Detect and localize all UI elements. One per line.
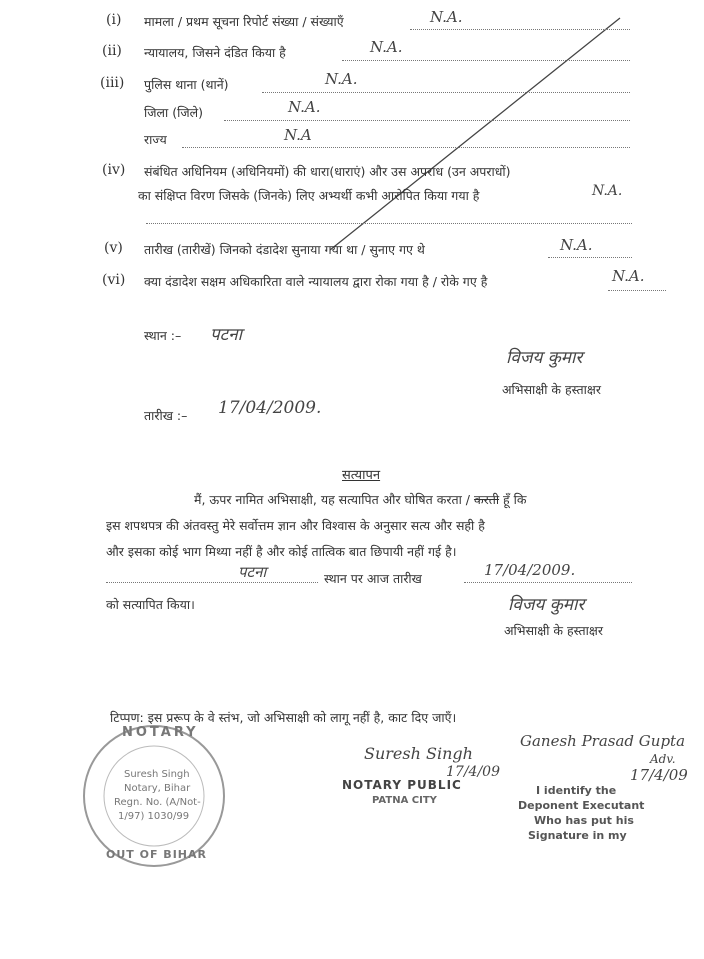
notary-title: NOTARY PUBLIC <box>342 778 462 792</box>
item-number: (v) <box>104 240 123 256</box>
item-number: (iv) <box>102 162 126 178</box>
identify-line: Who has put his <box>534 814 634 827</box>
item-label: जिला (जिले) <box>144 105 203 120</box>
item-label: तारीख (तारीखें) जिनको दंडादेश सुनाया गया था / सुनाए गए थे <box>144 242 425 257</box>
seal-top-text: NOTARY <box>122 725 199 740</box>
fill-line <box>464 582 632 583</box>
advocate-suffix: Adv. <box>650 752 676 766</box>
item-label: मामला / प्रथम सूचना रिपोर्ट संख्या / संख्याएँ <box>144 14 344 29</box>
item-value: N.A. <box>370 38 403 56</box>
item-number: (ii) <box>102 43 122 59</box>
deponent-signature: विजय कुमार <box>506 348 583 368</box>
verification-line-3: और इसका कोई भाग मिथ्या नहीं है और कोई तात्विक बात छिपायी नहीं गई है। <box>106 544 457 559</box>
verification-line-2: इस शपथपत्र की अंतवस्तु मेरे सर्वोत्तम ज्ञान और विश्वास के अनुसार सत्य और सही है <box>106 518 485 533</box>
fill-line <box>410 29 630 30</box>
item-label: न्यायालय, जिसने दंडित किया है <box>144 45 286 60</box>
verification-mid: स्थान पर आज तारीख <box>324 571 422 586</box>
advocate-signature: Ganesh Prasad Gupta <box>520 732 686 750</box>
item-value: N.A. <box>430 8 463 26</box>
fill-line <box>262 92 630 93</box>
fill-line <box>608 290 666 291</box>
item-value: N.A. <box>560 236 593 254</box>
fill-line <box>146 223 632 224</box>
item-number: (vi) <box>102 272 126 288</box>
struck-word: करती <box>473 492 500 507</box>
verification-line-1: मैं, ऊपर नामित अभिसाक्षी, यह सत्यापित और घोषित करता / करती हूँ कि <box>194 492 527 507</box>
notary-signature: Suresh Singh <box>364 744 473 763</box>
item-label: संबंधित अधिनियम (अधिनियमों) की धारा(धाराएं) और उस अपराध (उन अपराधों) <box>144 164 511 179</box>
signature-caption-2: अभिसाक्षी के हस्ताक्षर <box>504 623 603 638</box>
verification-line-5: को सत्यापित किया। <box>106 597 195 612</box>
signature-caption: अभिसाक्षी के हस्ताक्षर <box>502 382 601 397</box>
date-value: 17/04/2009. <box>218 398 322 418</box>
item-number: (iii) <box>100 75 125 91</box>
seal-line: 1/97) 1030/99 <box>118 811 190 822</box>
verification-date: 17/04/2009. <box>484 561 576 579</box>
fill-line <box>224 120 630 121</box>
item-value: N.A. <box>592 183 623 199</box>
seal-line: Regn. No. (A/Not- <box>114 797 201 808</box>
date-label: तारीख :– <box>144 408 188 423</box>
item-value: N.A. <box>288 98 321 116</box>
notary-city: PATNA CITY <box>372 795 437 806</box>
verification-title: सत्यापन <box>342 468 381 483</box>
fill-line <box>182 147 630 148</box>
note: टिप्पण: इस प्ररूप के वे स्तंभ, जो अभिसाक्षी को लागू नहीं है, काट दिए जाएँ। <box>110 710 457 725</box>
seal-line: Notary, Bihar <box>124 783 191 794</box>
place-value: पटना <box>210 325 243 345</box>
identify-line: I identify the <box>536 784 617 797</box>
place-label: स्थान :– <box>144 328 182 343</box>
identify-line: Signature in my <box>528 829 627 842</box>
seal-bottom-text: OUT OF BIHAR <box>106 848 207 861</box>
fill-line <box>548 257 632 258</box>
fill-line <box>106 582 318 583</box>
item-label: क्या दंडादेश सक्षम अधिकारिता वाले न्यायालय द्वारा रोका गया है / रोके गए है <box>144 274 488 289</box>
item-value: N.A <box>284 126 312 144</box>
item-value: N.A. <box>612 267 645 285</box>
item-value: N.A. <box>325 70 358 88</box>
item-label-cont: का संक्षिप्त विरण जिसके (जिनके) लिए अभ्यर्थी कभी आरोपित किया गया है <box>138 188 480 203</box>
seal-line: Suresh Singh <box>124 769 190 780</box>
item-label: पुलिस थाना (थानें) <box>144 77 229 92</box>
verification-place: पटना <box>238 563 267 581</box>
item-number: (i) <box>106 12 122 28</box>
fill-line <box>342 60 630 61</box>
item-label: राज्य <box>144 132 167 147</box>
notary-date: 17/4/09 <box>446 764 500 780</box>
identify-line: Deponent Executant <box>518 799 645 812</box>
deponent-signature-2: विजय कुमार <box>508 595 585 615</box>
advocate-date: 17/4/09 <box>630 766 688 784</box>
